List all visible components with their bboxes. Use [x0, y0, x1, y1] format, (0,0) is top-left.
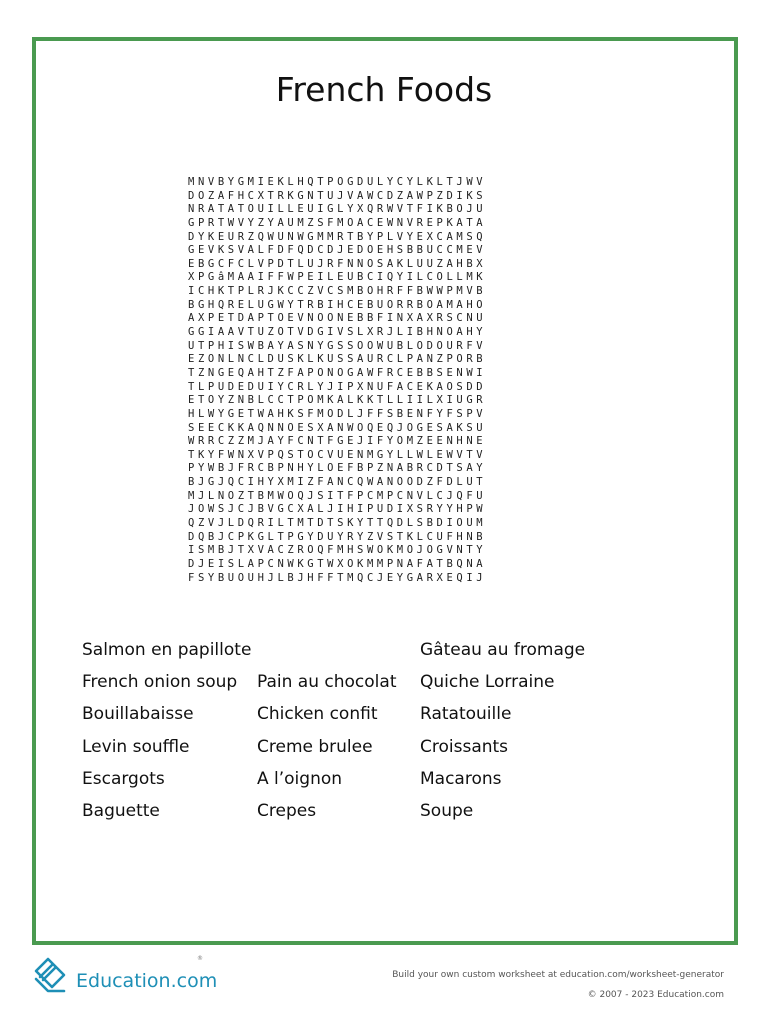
logo-text: Education.com: [76, 970, 218, 992]
word-list-item: A l’oignon: [257, 768, 343, 789]
word-list-item: Macarons: [420, 768, 502, 789]
grid-row: HLWYGETWAHKSFMODLJFFSBENFYFSPV: [188, 407, 487, 420]
grid-row: QZVJLDQRILTMTDTSKYTTQDLSBDIOUM: [188, 517, 487, 530]
word-list-item: Gâteau au fromage: [420, 640, 586, 660]
word-list-item: [257, 634, 396, 666]
grid-row: NRATATOUILLEUIGLYXQRWVTFIKBOJU: [188, 203, 487, 216]
grid-row: MJLNOZTBMWOQJSITFPCMPCNVLCJQFU: [188, 489, 487, 502]
word-list-item: Pain au chocolat: [257, 672, 397, 693]
word-list-item: Soupe: [420, 800, 474, 821]
word-list-item: French onion soup: [82, 672, 238, 693]
grid-row: DQBJCPKGLTPGYDUYRYZVSTKLCUFHNB: [188, 530, 487, 543]
word-list-item: Creme brulee: [257, 736, 373, 757]
grid-row: GEVKSVALFDFQDCDJEDOEHSBBUCCMEV: [188, 244, 487, 257]
word-list-column-3: [420, 634, 585, 827]
grid-row: TKYFWNXVPQSTOCVUENMGYLLWLEWVTV: [188, 448, 487, 461]
word-list-item: Quiche Lorraine: [420, 672, 555, 693]
word-list-item: Salmon en papillote: [82, 640, 252, 660]
grid-row: FSYBUOUHJLBJHFFTMQCJEYGARXEQIJ: [188, 571, 487, 584]
grid-row: DJEISLAPCNWKGTWXOKMMPNAFATBQNA: [188, 557, 487, 570]
grid-row: TLPUDEDUIYCRLYJIPXNUFACEKAOSDD: [188, 380, 487, 393]
grid-row: AXPETDAPTOEVNOONEBBFINXAXRSCNU: [188, 312, 487, 325]
grid-row: GPRTWVYZYAUMZSFMOACEWNVREPKATA: [188, 216, 487, 229]
grid-row: DOZAFHCXTRKGNTUJVAWCDZAWPZDIKS: [188, 189, 487, 202]
word-list-item: Crepes: [257, 800, 317, 821]
education-logo[interactable]: [30, 955, 217, 995]
grid-row: TZNGEQAHTZFAPONOGAWFRCEBBSENWI: [188, 366, 487, 379]
grid-row: WRRCZZMJAYFCNTFGEJIFYOMZEENHNE: [188, 435, 487, 448]
grid-row: JOWSJCJBVGCXALJIHIPUDIXSRYYHPW: [188, 503, 487, 516]
grid-row: ICHKTPLRJKCCZVCSMBOHRFFBWWPMVB: [188, 285, 487, 298]
grid-row: EBGCFCLVPDTLUJRFNNOSAKLUUZAHBX: [188, 257, 487, 270]
registered-mark: ®: [197, 955, 203, 962]
page-title: French Foods: [275, 70, 493, 109]
grid-row: PYWBJFRCBPNHYLOEFBPZNABRCDTSAY: [188, 462, 487, 475]
grid-row: EZONLNCLDUSKLKUSSAURCLPANZPORB: [188, 353, 487, 366]
grid-row: SEECKKAQNNOESXANWOQEQJOGESAKSU: [188, 421, 487, 434]
word-list-item: Escargots: [82, 768, 165, 789]
word-list-item: Ratatouille: [420, 704, 512, 725]
word-list-item: Chicken confit: [257, 704, 378, 725]
word-list-column-1: [82, 634, 251, 827]
word-search-grid: [188, 176, 486, 585]
grid-row: ETOYZNBLCCTPOMKALKKTLLIILXIUGR: [188, 394, 487, 407]
word-list-item: Bouillabaisse: [82, 704, 194, 725]
grid-row: BJGJQCIHYXMIZFANCQWANOODZFDLUT: [188, 476, 487, 489]
grid-row: XPGâMAAIFFWPEILEUBCIQYILCOLLMK: [188, 271, 487, 284]
grid-row: GGIAAVTUZOTVDGIVSLXRJLIBHNOAHY: [188, 326, 487, 339]
footer-copyright: © 2007 - 2023 Education.com: [587, 990, 724, 1000]
grid-row: ISMBJTXVACZROQFMHSWOKMOJOGVNTY: [188, 544, 487, 557]
word-list-item: Levin souffle: [82, 736, 190, 757]
grid-row: MNVBYGMIEKLHQTPOGDULYCYLKLTJWV: [188, 176, 487, 188]
word-list-column-2: [257, 634, 396, 827]
grid-row: UTPHISWBAYASNYGSSOOWUBLODOURFV: [188, 339, 487, 352]
grid-row: DYKEURZQWUNWGMMRTBYPLVYEXCAMSQ: [188, 230, 487, 243]
grid-row: BGHQRELUGWYTRBIHCEBUORRBOAMAHO: [188, 298, 487, 311]
footer-generator-link[interactable]: Build your own custom worksheet at education.com/worksheet-generator: [392, 970, 724, 980]
education-logo-icon: [30, 955, 70, 995]
word-list-item: Croissants: [420, 736, 509, 757]
word-list-item: Baguette: [82, 800, 160, 821]
